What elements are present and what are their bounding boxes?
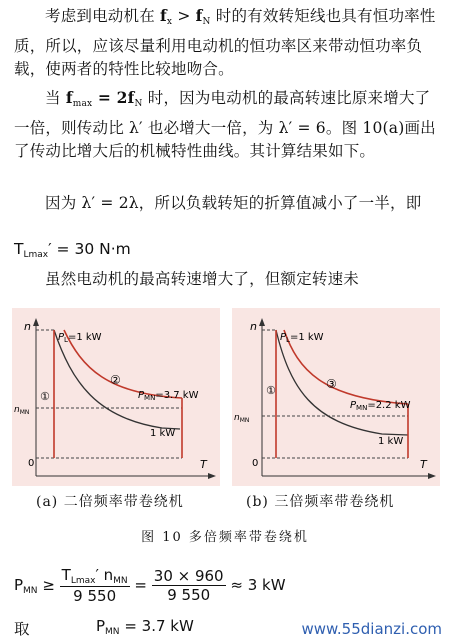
chart-a-origin: 0 — [28, 458, 35, 469]
chart-b-curve3-label: ③ — [326, 377, 337, 391]
chart-a-curve2-label: ② — [110, 373, 121, 387]
chart-b-origin: 0 — [252, 458, 259, 469]
figure-caption: 图 10 多倍频率带卷绕机 — [141, 530, 309, 545]
fraction-numeric: $\frac{30 \times 960}{9 550}$ — [153, 567, 224, 604]
chart-b-y-arrow — [259, 318, 265, 326]
paragraph-ratio: 当 $f_{max} = 2f_N$ 时，因为电动机的最高转速比原来增大了一倍，则传动比 λ′ 也必增大一倍，为 λ′ = 6。图 10(a)画出了传动比增大后的机械特性曲线。其计算结果如下。 — [14, 88, 436, 160]
chart-a — [12, 308, 220, 486]
chart-a-1kw-label: 1 kW — [150, 428, 176, 439]
caption-b: (b) 三倍频率带卷绕机 — [246, 494, 395, 510]
chart-b-pmn-label: $P_{MN}=2.2$ kW — [350, 400, 411, 412]
chart-a-nmn-label: $n_{MN}$ — [14, 405, 30, 416]
paragraph-speed: 虽然电动机的最高转速增大了，但额定转速未 — [45, 270, 360, 288]
chart-b-curve1-label: ① — [266, 384, 276, 397]
caption-a: (a) 二倍频率带卷绕机 — [36, 494, 184, 510]
chart-a-pl-label: $P_L=1$ kW — [58, 332, 102, 344]
torque-equation: $T_{Lmax}' = 30$ N·m — [14, 240, 131, 260]
chart-a-pmn-label: $P_{MN}=3.7$ kW — [138, 390, 199, 402]
chart-a-x-arrow — [208, 473, 216, 479]
result-formula: $P_{MN} = 3.7$ kW — [96, 617, 194, 637]
chart-b-y-label: n — [250, 320, 257, 333]
chart-b-x-arrow — [428, 473, 436, 479]
paragraph-constant-power: 考虑到电动机在 $f_x > f_N$ 时的有效转矩线也具有恒功率性质，所以，应该尽量利用电动机的恒功率区来带动恒功率负载，使两者的特性比较地吻合。 — [14, 6, 436, 78]
paragraph-torque: 因为 λ′ = 2λ，所以负载转矩的折算值减小了一半，即 — [45, 194, 422, 212]
pmn-formula: $P_{MN}$ ≥ $\frac{T_{Lmax}' n_{MN}}{9 550}$ = $\frac{30 \times 960}{9 550}$ ≈ 3 kW — [14, 566, 286, 605]
chart-a-curve1-label: ① — [40, 390, 50, 403]
chart-a-x-label: T — [200, 458, 207, 471]
chart-b-load-curve — [276, 330, 408, 435]
chart-a-y-label: n — [24, 320, 31, 333]
chart-b — [232, 308, 440, 486]
fraction-symbolic: $\frac{T_{Lmax}' n_{MN}}{9 550}$ — [61, 566, 128, 605]
chart-b-x-label: T — [420, 458, 427, 471]
chart-b-pl-label: $P_L=1$ kW — [280, 332, 324, 344]
chart-b-1kw-label: 1 kW — [378, 436, 404, 447]
take-label: 取 — [14, 620, 30, 638]
watermark: www.55dianzi.com — [301, 620, 442, 638]
chart-a-y-arrow — [33, 318, 39, 326]
chart-b-nmn-label: $n_{MN}$ — [234, 413, 250, 424]
